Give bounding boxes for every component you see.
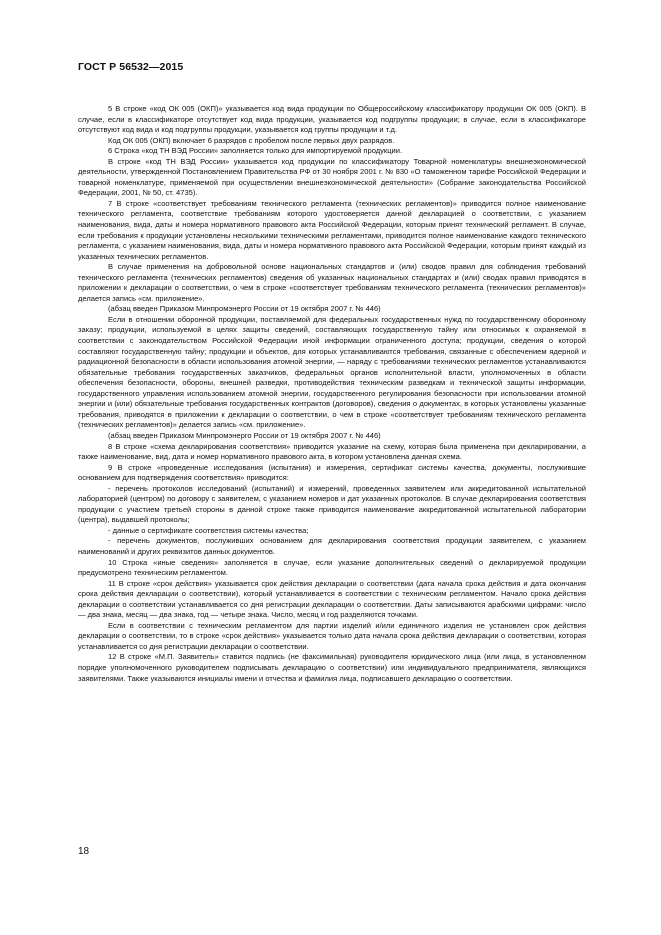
amendment-note: (абзац введен Приказом Минпромэнерго России от 19 октября 2007 г. № 446) <box>108 430 381 440</box>
page-number: 18 <box>78 846 90 857</box>
document-body <box>78 104 586 684</box>
paragraph: Код ОК 005 (ОКП) включает 6 разрядов с пробелом после первых двух разрядов. <box>108 135 395 145</box>
paragraph: 8 В строке «схема декларирования соответствия» приводится указание на схему, которая была применена при декларировании, а также наименование, вид, дата и номер нормативного правового акта, в котором установлена данная схема. <box>78 441 586 462</box>
paragraph: Если в отношении оборонной продукции, поставляемой для федеральных государственных нужд по государственному оборонному заказу; продукции, используемой в целях защиты сведений, составляющих государственную тайну или относимых к охраняемой в соответствии с законодательством Российской Федерации иной информации ограниченного доступа; продукции, сведения о которой составляют государственную тайну; продукции и объектов, для которых устанавливаются требования, связанные с обеспечением ядерной и радиационной безопасности в области использования атомной энергии, — наряду с требованиями технических регламентов устанавливаются обязательные требования государственных заказчиков, федеральных органов исполнительной власти, уполномоченных в области обеспечения безопасности, обороны, внешней разведки, противодействия техническим разведкам и технической защиты информации, государственного управления использованием атомной энергии, государственного регулирования безопасности при использовании атомной энергии и (или) обязательные требования государственных контрактов (договоров), сведения о документах, в которых установлены указанные требования, приводятся в приложении к декларации о соответствии, о чем в строке «соответствует требованиям технического регламента (технических регламентов)» делается запись «см. приложение». <box>78 314 586 430</box>
paragraph: 6 Строка «код ТН ВЭД России» заполняется только для импортируемой продукции. <box>108 146 403 156</box>
paragraph: 11 В строке «срок действия» указывается срок действия декларации о соответствии (дата начала срока действия и дата окончания срока действия декларации о соответствии), который устанавливается в соответствии с техническим регламентом. Начало срока действия декларации о соответствии устанавливается со дня регистрации декларации о соответствии. Даты записываются арабскими цифрами: число — два знака, месяц — два знака, год — четыре знака. Число, месяц и год разделяются точками. <box>78 578 586 620</box>
list-item: - данные о сертификате соответствия системы качества; <box>108 525 309 535</box>
paragraph: 7 В строке «соответствует требованиям технического регламента (технических регламентов)» приводится полное наименование технического регламента, соответствие требованиям которого удостоверяется данной декларацией о соответствии, с указанием наименования, вида, даты и номера нормативного правового акта Российской Федерации, которым принят технический регламент. В случае, если требования к продукции установлены несколькими техническими регламентами, приводится полное наименование каждого технического регламента, с указанием наименования, вида, даты и номера нормативного правового акта Российской Федерации, которым принят каждый из указанных технических регламентов. <box>78 198 586 261</box>
paragraph: Если в соответствии с техническим регламентом для партии изделий и/или единичного изделия не установлен срок действия декларации о соответствии, то в строке «срок действия» указывается только дата начала срока действия декларации о соответствии, которая устанавливается со дня регистрации декларации о соответствии. <box>78 620 586 651</box>
paragraph: 5 В строке «код ОК 005 (ОКП)» указывается код вида продукции по Общероссийскому классификатору продукции ОК 005 (ОКП). В случае, если в классификаторе отсутствует код вида продукции, указывается код подгруппы продукции; в случае, если в классификаторе отсутствуют код вида и код подгруппы продукции, указывается код группы продукции и т.д. <box>78 104 586 135</box>
paragraph: 12 В строке «М.П. Заявитель» ставится подпись (не факсимильная) руководителя юридического лица (или лица, в установленном порядке уполномоченного руководителем подписывать декларацию о соответствии) или индивидуального предпринимателя, являющихся заявителями. Также указываются инициалы имени и отчества и фамилия лица, подписавшего декларацию о соответствии. <box>78 652 586 683</box>
list-item: - перечень документов, послуживших основанием для декларирования соответствия продукции заявителем, с указанием наименований и других реквизитов данных документов. <box>78 536 586 556</box>
paragraph: 10 Строка «иные сведения» заполняется в случае, если указание дополнительных сведений о декларируемой продукции предусмотрено техническим регламентом. <box>78 557 586 578</box>
paragraph: 9 В строке «проведенные исследования (испытания) и измерения, сертификат системы качества, документы, послужившие основанием для подтверждения соответствия» приводится: <box>78 462 586 483</box>
list-item: - перечень протоколов исследований (испытаний) и измерений, проведенных заявителем или аккредитованной испытательной лабораторией (центром) по договору с заявителем, с указанием номеров и дат указанных протоколов. В случае декларирования соответствия продукции с участием третьей стороны в данной строке также приводится наименование аккредитованной испытательной лаборатории (центра), выдавшей протоколы; <box>78 483 586 525</box>
paragraph: В случае применения на добровольной основе национальных стандартов и (или) сводов правил для соблюдения требований технического регламента (технических регламентов) сведения об указанных национальных стандартах и (или) сводах правил приводятся в приложении к декларации о соответствии, о чем в строке «соответствует требованиям технического регламента (технических регламентов)» делается запись «см. приложение». <box>78 262 586 303</box>
amendment-note: (абзац введен Приказом Минпромэнерго России от 19 октября 2007 г. № 446) <box>108 304 381 314</box>
document-header: ГОСТ Р 56532—2015 <box>78 61 184 73</box>
paragraph: В строке «код ТН ВЭД России» указывается код продукции по классификатору Товарной номенклатуры внешнеэкономической деятельности, утвержденной Постановлением Правительства РФ от 30 ноября 2001 г. № 830 «О таможенном тарифе Российской Федерации и товарной номенклатуре, применяемой при осуществлении внешнеэкономической деятельности» (Собрание законодательства Российской Федерации, 2001, № 50, ст. 4735). <box>78 156 586 198</box>
